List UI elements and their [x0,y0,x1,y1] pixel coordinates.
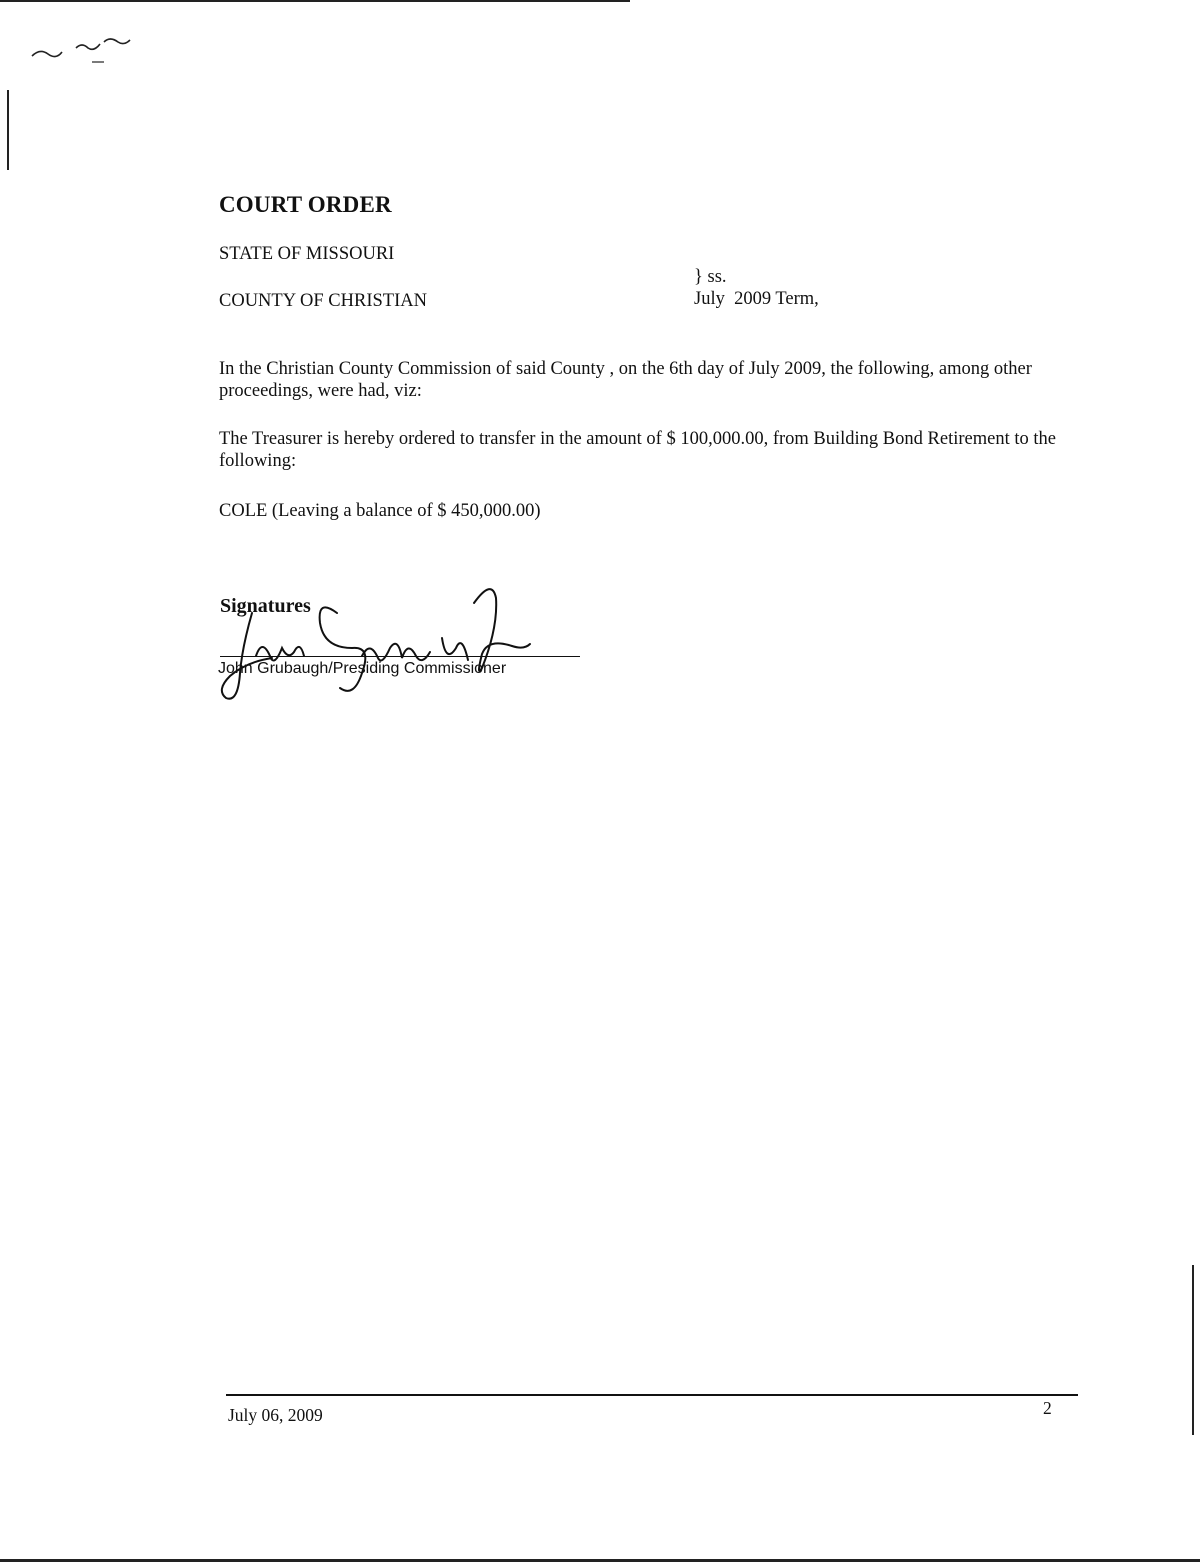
signer-name: John Grubaugh/Presiding Commissioner [218,660,507,677]
document-title: COURT ORDER [219,192,392,217]
signatures-heading: Signatures [220,595,311,617]
balance-paragraph: COLE (Leaving a balance of $ 450,000.00) [219,501,541,521]
ss-mark: } ss. [694,267,727,287]
scan-edge-bottom [0,1559,1200,1562]
transfer-order-paragraph: The Treasurer is hereby ordered to transfer in the amount of $ 100,000.00, from Building Bond Retirement to the following: [219,429,1056,471]
footer-date: July 06, 2009 [228,1405,323,1425]
footer-rule [226,1394,1078,1396]
proceedings-paragraph: In the Christian County Commission of said County , on the 6th day of July 2009, the following, among other proceedings, were had, viz: [219,359,1032,401]
scan-edge-top [0,0,630,2]
county-line: COUNTY OF CHRISTIAN [219,291,427,311]
footer-page-number: 2 [1043,1398,1052,1418]
margin-scribble-mark [30,34,140,64]
handwritten-signature [212,578,552,708]
state-line: STATE OF MISSOURI [219,244,395,264]
scan-edge-right [1192,1265,1194,1435]
scan-edge-left [7,90,9,170]
term-line: July 2009 Term, [694,289,819,309]
